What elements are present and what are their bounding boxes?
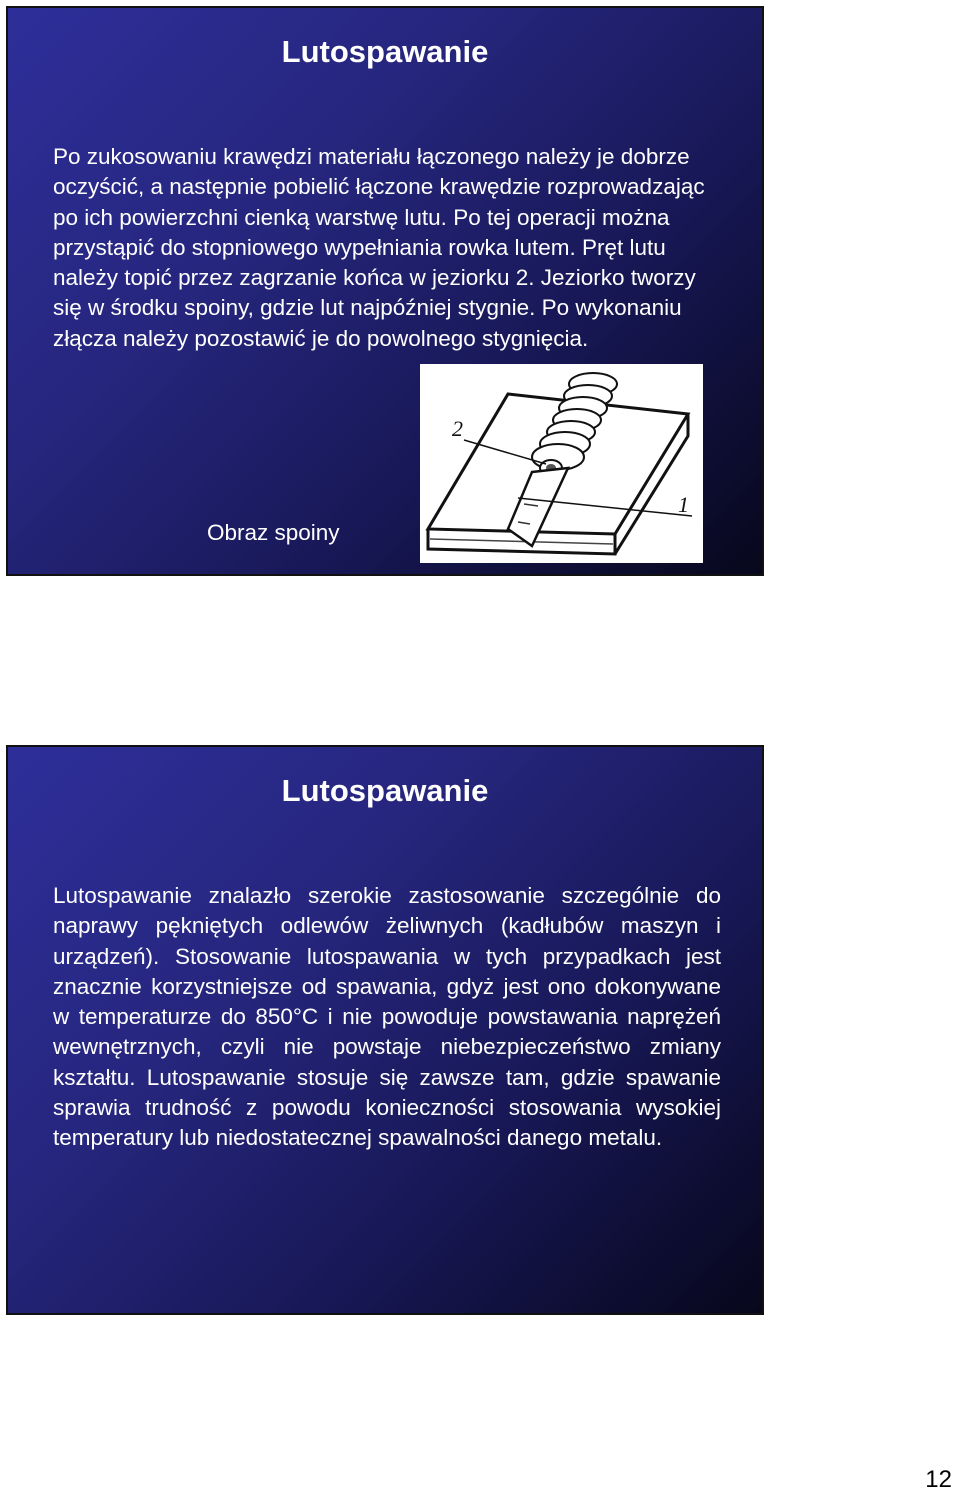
slide-title: Lutospawanie (281, 34, 489, 69)
page-number: 12 (925, 1466, 952, 1493)
slide-body-text: Po zukosowaniu krawędzi materiału łączonego należy je dobrze oczyścić, a następnie pobielić łączone krawędzie rozprowadzając po ich powierzchni cienką warstwę lutu. Po tej operacji można przystąpić do stopniowego wypełniania rowka lutem. Pręt lutu należy topić przez zagrzanie końca w jeziorku 2. Jeziorko tworzy się w środku spoiny, gdzie lut najpóźniej stygnie. Po wykonaniu złącza należy pozostawić je do powolnego stygnięcia. (53, 144, 705, 351)
weld-illustration (420, 364, 703, 563)
weld-figure (420, 364, 703, 563)
figure-label-1: 1 (678, 492, 689, 517)
slide-lutospawanie-2 (6, 745, 764, 1315)
slide-body-text: Lutospawanie znalazło szerokie zastosowanie szczególnie do naprawy pękniętych odlewów żeliwnych (kadłubów maszyn i urządzeń). Stosowanie lutospawania w tych przypadkach jest znacznie korzystniejsze od spawania, gdyż jest ono dokonywane w temperaturze do 850°C i nie powoduje powstawania naprężeń wewnętrznych, czyli nie powstaje niebezpieczeństwo zmiany kształtu. Lutospawanie stosuje się zawsze tam, gdzie spawanie sprawia trudność z powodu konieczności stosowania wysokiej temperatury lub niedostatecznej spawalności danego metalu. (53, 883, 721, 1151)
figure-caption: Obraz spoiny (207, 520, 340, 545)
figure-label-2: 2 (452, 416, 463, 441)
slide-lutospawanie-1 (6, 6, 764, 576)
slide-title: Lutospawanie (281, 773, 489, 808)
